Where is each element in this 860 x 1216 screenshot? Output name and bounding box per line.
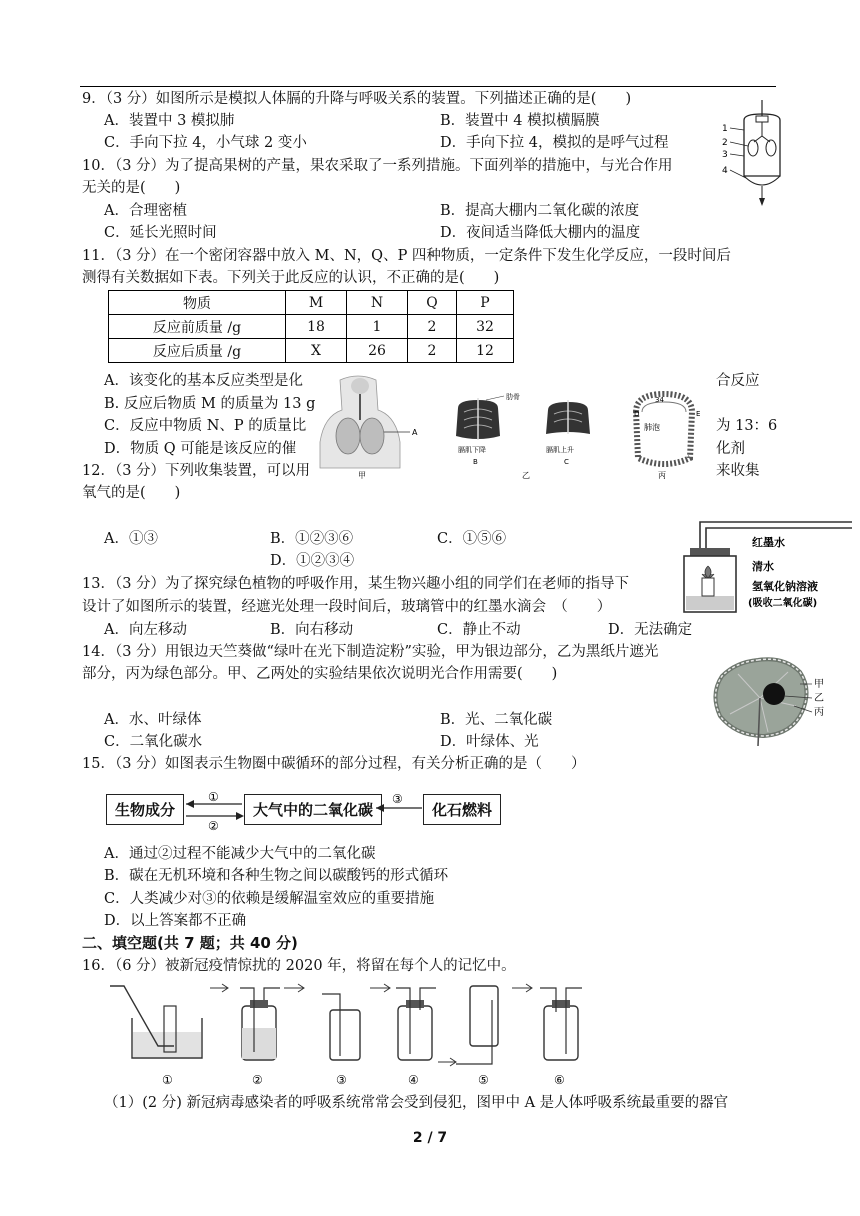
q12-option-c: C．①⑤⑥ bbox=[437, 531, 507, 547]
fig-label-bing: 丙 bbox=[658, 471, 666, 480]
q13-option-b: B．向右移动 bbox=[270, 622, 354, 638]
fig-label-naoh-note: (吸收二氧化碳) bbox=[748, 598, 818, 609]
q11-option-d: D．物质 Q 可能是该反应的催 bbox=[104, 441, 297, 457]
apparatus-label-1: ① bbox=[162, 1073, 173, 1087]
table-row bbox=[109, 315, 514, 339]
q15-option-b: B．碳在无机环境和各种生物之间以碳酸钙的形式循环 bbox=[104, 868, 449, 884]
table-cell: 反应前质量 /g bbox=[109, 315, 286, 339]
apparatus-label-2: ② bbox=[252, 1073, 263, 1087]
q11-stem-line2: 测得有关数据如下表。下列关于此反应的认识，不正确的是( ) bbox=[82, 270, 500, 286]
section-heading: 二、填空题(共 7 题；共 40 分) bbox=[82, 934, 298, 952]
q12-stem-line2: 氧气的是( ) bbox=[82, 485, 181, 501]
q14-option-c: C．二氧化碳水 bbox=[104, 734, 203, 750]
fig-label-red-ink: 红墨水 bbox=[752, 536, 785, 549]
q10-stem-line2: 无关的是( ) bbox=[82, 180, 181, 196]
gas-collection-apparatus-figure bbox=[104, 980, 624, 1090]
q14-option-a: A．水、叶绿体 bbox=[104, 712, 202, 728]
q11-data-table bbox=[108, 290, 514, 363]
arrow-label-1: ① bbox=[208, 790, 219, 804]
q12-option-b: B．①②③⑥ bbox=[270, 531, 354, 547]
q11-option-b: B. 反应后物质 M 的质量为 13 g bbox=[104, 396, 316, 412]
table-cell: X bbox=[286, 339, 347, 363]
table-cell: 12 bbox=[457, 339, 514, 363]
fig-label-alveolus: 肺泡 bbox=[644, 423, 660, 432]
table-row bbox=[109, 291, 514, 315]
fig-label-a: A bbox=[412, 428, 418, 437]
q15-stem: 15．（3 分）如图表示生物圈中碳循环的部分过程，有关分析正确的是（ ） bbox=[82, 756, 586, 772]
q16-sub1: （1）(2 分) 新冠病毒感染者的呼吸系统常常会受到侵犯，图甲中 A 是人体呼吸系统最重要的器官 bbox=[104, 1095, 729, 1111]
q11-option-c-tail: 为 13：6 bbox=[716, 418, 778, 434]
table-cell: 反应后质量 /g bbox=[109, 339, 286, 363]
leaf-label-jia: 甲 bbox=[814, 679, 824, 690]
q12-option-a: A．①③ bbox=[104, 531, 158, 547]
table-cell: 18 bbox=[286, 315, 347, 339]
q10-option-d: D．夜间适当降低大棚内的温度 bbox=[440, 225, 641, 241]
fig-label-34: 34 bbox=[655, 396, 664, 404]
table-header-cell: N bbox=[347, 291, 408, 315]
q14-option-b: B．光、二氧化碳 bbox=[440, 712, 553, 728]
q10-option-b: B．提高大棚内二氧化碳的浓度 bbox=[440, 203, 640, 219]
jar-label-4: 4 bbox=[722, 166, 728, 176]
q11-option-c: C．反应中物质 N、P 的质量比 bbox=[104, 418, 307, 434]
page-number: 2 / 7 bbox=[412, 1130, 448, 1146]
table-cell: 1 bbox=[347, 315, 408, 339]
q11-option-d-tail: 化剂 bbox=[716, 441, 745, 457]
carbon-box-fossil-fuels: 化石燃料 bbox=[423, 794, 501, 825]
q9-option-c: C．手向下拉 4，小气球 2 变小 bbox=[104, 135, 307, 151]
fig-label-b: B bbox=[473, 458, 478, 466]
respiration-apparatus-figure bbox=[672, 516, 858, 616]
q13-option-a: A．向左移动 bbox=[104, 622, 187, 638]
q12-stem-tail: 来收集 bbox=[716, 463, 760, 479]
q13-option-c: C．静止不动 bbox=[437, 622, 521, 638]
fig-label-d: D bbox=[634, 410, 640, 418]
q14-stem-line1: 14．（3 分）用银边天竺葵做“绿叶在光下制造淀粉”实验，甲为银边部分，乙为黑纸片遮光 bbox=[82, 644, 659, 660]
fig-label-rib: 肋骨 bbox=[506, 393, 520, 401]
arrow-label-2: ② bbox=[208, 819, 219, 832]
apparatus-label-4: ④ bbox=[408, 1073, 419, 1087]
q11-option-a: A．该变化的基本反应类型是化 bbox=[104, 373, 303, 389]
leaf-label-yi: 乙 bbox=[814, 693, 824, 704]
table-header-cell: P bbox=[457, 291, 514, 315]
header-rule bbox=[80, 86, 776, 87]
table-cell: 2 bbox=[408, 339, 457, 363]
carbon-box-atmospheric-co2: 大气中的二氧化碳 bbox=[244, 794, 382, 825]
q11-option-a-tail: 合反应 bbox=[716, 373, 760, 389]
apparatus-label-5: ⑤ bbox=[478, 1073, 489, 1087]
table-cell: 2 bbox=[408, 315, 457, 339]
q12-option-d: D．①②③④ bbox=[270, 553, 355, 569]
q15-option-d: D．以上答案都不正确 bbox=[104, 913, 247, 929]
carbon-box-organisms: 生物成分 bbox=[106, 794, 184, 825]
table-header-cell: Q bbox=[408, 291, 457, 315]
geranium-leaf-figure bbox=[708, 654, 832, 748]
apparatus-label-3: ③ bbox=[336, 1073, 347, 1087]
q10-option-c: C．延长光照时间 bbox=[104, 225, 217, 241]
table-cell: 32 bbox=[457, 315, 514, 339]
jar-label-3: 3 bbox=[722, 150, 728, 160]
leaf-label-bing: 丙 bbox=[814, 707, 824, 718]
respiratory-system-figure bbox=[318, 372, 710, 482]
fig-label-jia: 甲 bbox=[358, 471, 366, 480]
q16-stem: 16．（6 分）被新冠疫情惊扰的 2020 年，将留在每个人的记忆中。 bbox=[82, 958, 516, 974]
q13-stem-line2: 设计了如图所示的装置，经遮光处理一段时间后，玻璃管中的红墨水滴会 （ ） bbox=[82, 599, 612, 615]
fig-label-water: 清水 bbox=[752, 560, 774, 573]
q9-stem: 9．（3 分）如图所示是模拟人体膈的升降与呼吸关系的装置。下列描述正确的是( ) bbox=[82, 91, 632, 107]
apparatus-label-6: ⑥ bbox=[554, 1073, 565, 1087]
q12-stem-line1: 12．（3 分）下列收集装置，可以用 bbox=[82, 463, 311, 479]
fig-label-c: C bbox=[564, 458, 569, 466]
fig-label-diaphragm-down: 膈肌下降 bbox=[458, 446, 486, 454]
table-header-cell: M bbox=[286, 291, 347, 315]
table-cell: 26 bbox=[347, 339, 408, 363]
fig-label-e: E bbox=[696, 410, 701, 418]
q10-stem-line1: 10．（3 分）为了提高果树的产量，果农采取了一系列措施。下面列举的措施中，与光合作用 bbox=[82, 158, 673, 174]
bell-jar-figure bbox=[718, 98, 788, 210]
q11-stem-line1: 11．（3 分）在一个密闭容器中放入 M、N，Q、P 四种物质，一定条件下发生化学反应，一段时间后 bbox=[82, 248, 731, 264]
fig-label-naoh: 氢氧化钠溶液 bbox=[752, 580, 818, 593]
jar-label-2: 2 bbox=[722, 138, 728, 148]
q9-option-a: A．装置中 3 模拟肺 bbox=[104, 113, 235, 129]
q14-option-d: D．叶绿体、光 bbox=[440, 734, 539, 750]
q9-option-b: B．装置中 4 模拟横膈膜 bbox=[440, 113, 600, 129]
table-row bbox=[109, 339, 514, 363]
arrow-label-3: ③ bbox=[392, 792, 403, 806]
table-header-cell: 物质 bbox=[109, 291, 286, 315]
q13-option-d: D．无法确定 bbox=[608, 622, 693, 638]
jar-label-1: 1 bbox=[722, 124, 728, 134]
q15-option-a: A．通过②过程不能减少大气中的二氧化碳 bbox=[104, 846, 376, 862]
fig-label-yi: 乙 bbox=[522, 471, 530, 480]
q14-stem-line2: 部分，丙为绿色部分。甲、乙两处的实验结果依次说明光合作用需要( ) bbox=[82, 666, 558, 682]
q9-option-d: D．手向下拉 4，模拟的是呼气过程 bbox=[440, 135, 669, 151]
carbon-cycle-arrows bbox=[186, 788, 426, 832]
q15-option-c: C．人类减少对③的依赖是缓解温室效应的重要措施 bbox=[104, 891, 435, 907]
fig-label-diaphragm-up: 膈肌上升 bbox=[546, 446, 574, 454]
q10-option-a: A．合理密植 bbox=[104, 203, 187, 219]
q13-stem-line1: 13．（3 分）为了探究绿色植物的呼吸作用，某生物兴趣小组的同学们在老师的指导下 bbox=[82, 576, 630, 592]
